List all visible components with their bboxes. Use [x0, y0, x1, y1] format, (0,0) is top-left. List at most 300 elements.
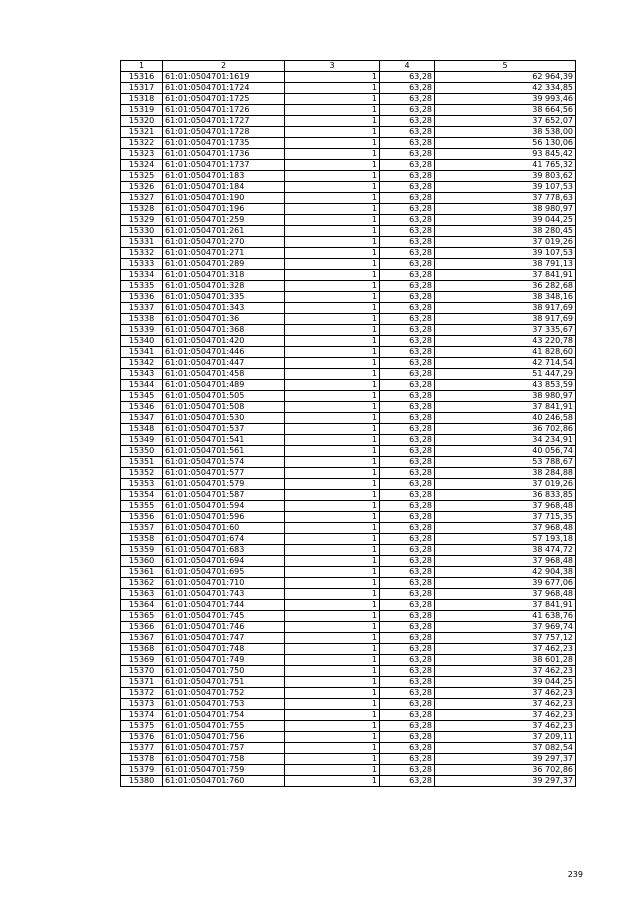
row-number: 15331 [121, 237, 163, 248]
col-5-value: 38 284,88 [435, 468, 576, 479]
row-number: 15332 [121, 248, 163, 259]
table-row [121, 468, 576, 479]
col-4-value: 63,28 [380, 776, 435, 787]
col-4-value: 63,28 [380, 424, 435, 435]
col-4-value: 63,28 [380, 743, 435, 754]
cadastral-number: 61:01:0504701:447 [163, 358, 285, 369]
table-row [121, 193, 576, 204]
row-number: 15347 [121, 413, 163, 424]
cadastral-number: 61:01:0504701:335 [163, 292, 285, 303]
col-4-value: 63,28 [380, 138, 435, 149]
col-4-value: 63,28 [380, 468, 435, 479]
row-number: 15375 [121, 721, 163, 732]
col-4-value: 63,28 [380, 435, 435, 446]
row-number: 15369 [121, 655, 163, 666]
col-5-value: 36 702,86 [435, 424, 576, 435]
col-4-value: 63,28 [380, 512, 435, 523]
col-5-value: 39 297,37 [435, 776, 576, 787]
col-5-value: 38 280,45 [435, 226, 576, 237]
col-3-value: 1 [285, 776, 380, 787]
col-5-value: 37 462,23 [435, 644, 576, 655]
col-4-value: 63,28 [380, 149, 435, 160]
table-row [121, 721, 576, 732]
row-number: 15318 [121, 94, 163, 105]
cadastral-number: 61:01:0504701:747 [163, 633, 285, 644]
col-4-value: 63,28 [380, 402, 435, 413]
cadastral-number: 61:01:0504701:1724 [163, 83, 285, 94]
col-4-value: 63,28 [380, 446, 435, 457]
col-5-value: 37 462,23 [435, 666, 576, 677]
page-number: 239 [567, 870, 583, 879]
cadastral-number: 61:01:0504701:746 [163, 622, 285, 633]
col-3-value: 1 [285, 446, 380, 457]
col-5-value: 37 462,23 [435, 699, 576, 710]
col-4-value: 63,28 [380, 237, 435, 248]
col-4-value: 63,28 [380, 677, 435, 688]
col-3-value: 1 [285, 699, 380, 710]
table-row [121, 765, 576, 776]
row-number: 15337 [121, 303, 163, 314]
row-number: 15349 [121, 435, 163, 446]
col-4-value: 63,28 [380, 369, 435, 380]
col-4-value: 63,28 [380, 226, 435, 237]
cadastral-number: 61:01:0504701:743 [163, 589, 285, 600]
row-number: 15336 [121, 292, 163, 303]
table-body [121, 72, 576, 787]
cadastral-number: 61:01:0504701:745 [163, 611, 285, 622]
table-header [121, 61, 576, 72]
col-3-value: 1 [285, 435, 380, 446]
col-3-value: 1 [285, 611, 380, 622]
col-4-value: 63,28 [380, 292, 435, 303]
table-row [121, 479, 576, 490]
col-3-value: 1 [285, 369, 380, 380]
col-4-value: 63,28 [380, 611, 435, 622]
col-3-value: 1 [285, 325, 380, 336]
row-number: 15323 [121, 149, 163, 160]
col-5-value: 37 841,91 [435, 270, 576, 281]
row-number: 15326 [121, 182, 163, 193]
table-row [121, 512, 576, 523]
col-4-value: 63,28 [380, 171, 435, 182]
table-row [121, 105, 576, 116]
row-number: 15355 [121, 501, 163, 512]
col-3-value: 1 [285, 479, 380, 490]
col-5-value: 37 462,23 [435, 688, 576, 699]
col-3-value: 1 [285, 622, 380, 633]
col-3-value: 1 [285, 83, 380, 94]
row-number: 15335 [121, 281, 163, 292]
row-number: 15324 [121, 160, 163, 171]
col-4-value: 63,28 [380, 204, 435, 215]
table-row [121, 171, 576, 182]
col-4-value: 63,28 [380, 336, 435, 347]
col-4-value: 63,28 [380, 523, 435, 534]
row-number: 15380 [121, 776, 163, 787]
row-number: 15333 [121, 259, 163, 270]
col-3-value: 1 [285, 314, 380, 325]
table-row [121, 127, 576, 138]
cadastral-number: 61:01:0504701:184 [163, 182, 285, 193]
col-5-value: 39 803,62 [435, 171, 576, 182]
cadastral-number: 61:01:0504701:683 [163, 545, 285, 556]
table-row [121, 226, 576, 237]
col-3-value: 1 [285, 215, 380, 226]
header-col-2: 2 [163, 61, 285, 72]
table-row [121, 380, 576, 391]
cadastral-number: 61:01:0504701:261 [163, 226, 285, 237]
col-4-value: 63,28 [380, 281, 435, 292]
row-number: 15358 [121, 534, 163, 545]
cadastral-number: 61:01:0504701:318 [163, 270, 285, 281]
col-4-value: 63,28 [380, 259, 435, 270]
table-row [121, 501, 576, 512]
col-5-value: 39 107,53 [435, 182, 576, 193]
col-4-value: 63,28 [380, 193, 435, 204]
table-row [121, 523, 576, 534]
table-row [121, 633, 576, 644]
table-row [121, 457, 576, 468]
cadastral-number: 61:01:0504701:190 [163, 193, 285, 204]
row-number: 15374 [121, 710, 163, 721]
col-5-value: 37 969,74 [435, 622, 576, 633]
table-row [121, 149, 576, 160]
cadastral-number: 61:01:0504701:748 [163, 644, 285, 655]
cadastral-number: 61:01:0504701:587 [163, 490, 285, 501]
header-row [121, 61, 576, 72]
cadastral-number: 61:01:0504701:1735 [163, 138, 285, 149]
col-3-value: 1 [285, 578, 380, 589]
row-number: 15351 [121, 457, 163, 468]
cadastral-number: 61:01:0504701:579 [163, 479, 285, 490]
col-3-value: 1 [285, 490, 380, 501]
table-row [121, 710, 576, 721]
row-number: 15361 [121, 567, 163, 578]
table-row [121, 490, 576, 501]
col-4-value: 63,28 [380, 578, 435, 589]
col-4-value: 63,28 [380, 116, 435, 127]
col-4-value: 63,28 [380, 457, 435, 468]
col-4-value: 63,28 [380, 270, 435, 281]
row-number: 15330 [121, 226, 163, 237]
table-row [121, 292, 576, 303]
col-4-value: 63,28 [380, 303, 435, 314]
cadastral-number: 61:01:0504701:574 [163, 457, 285, 468]
row-number: 15368 [121, 644, 163, 655]
col-4-value: 63,28 [380, 633, 435, 644]
table-row [121, 116, 576, 127]
col-4-value: 63,28 [380, 248, 435, 259]
col-5-value: 62 964,39 [435, 72, 576, 83]
cadastral-number: 61:01:0504701:1727 [163, 116, 285, 127]
col-4-value: 63,28 [380, 413, 435, 424]
cadastral-number: 61:01:0504701:271 [163, 248, 285, 259]
col-5-value: 37 715,35 [435, 512, 576, 523]
col-3-value: 1 [285, 94, 380, 105]
table-row [121, 358, 576, 369]
table-row [121, 699, 576, 710]
row-number: 15360 [121, 556, 163, 567]
cadastral-number: 61:01:0504701:343 [163, 303, 285, 314]
col-5-value: 39 107,53 [435, 248, 576, 259]
col-5-value: 40 056,74 [435, 446, 576, 457]
col-5-value: 37 019,26 [435, 479, 576, 490]
cadastral-number: 61:01:0504701:694 [163, 556, 285, 567]
col-4-value: 63,28 [380, 479, 435, 490]
col-4-value: 63,28 [380, 534, 435, 545]
cadastral-number: 61:01:0504701:755 [163, 721, 285, 732]
table-row [121, 424, 576, 435]
col-3-value: 1 [285, 281, 380, 292]
col-3-value: 1 [285, 732, 380, 743]
col-5-value: 43 220,78 [435, 336, 576, 347]
header-col-5: 5 [435, 61, 576, 72]
col-5-value: 39 993,46 [435, 94, 576, 105]
row-number: 15322 [121, 138, 163, 149]
col-5-value: 39 297,37 [435, 754, 576, 765]
cadastral-number: 61:01:0504701:270 [163, 237, 285, 248]
col-4-value: 63,28 [380, 732, 435, 743]
col-3-value: 1 [285, 468, 380, 479]
cadastral-number: 61:01:0504701:750 [163, 666, 285, 677]
cadastral-number: 61:01:0504701:710 [163, 578, 285, 589]
table-row [121, 600, 576, 611]
col-3-value: 1 [285, 666, 380, 677]
table-row [121, 281, 576, 292]
table-row [121, 72, 576, 83]
cadastral-number: 61:01:0504701:756 [163, 732, 285, 743]
col-4-value: 63,28 [380, 699, 435, 710]
col-5-value: 51 447,29 [435, 369, 576, 380]
col-5-value: 37 841,91 [435, 402, 576, 413]
col-5-value: 53 788,67 [435, 457, 576, 468]
table-row [121, 369, 576, 380]
col-4-value: 63,28 [380, 72, 435, 83]
col-4-value: 63,28 [380, 589, 435, 600]
table-row [121, 402, 576, 413]
data-table [120, 60, 576, 787]
col-5-value: 36 282,68 [435, 281, 576, 292]
row-number: 15325 [121, 171, 163, 182]
row-number: 15353 [121, 479, 163, 490]
cadastral-number: 61:01:0504701:36 [163, 314, 285, 325]
row-number: 15379 [121, 765, 163, 776]
row-number: 15319 [121, 105, 163, 116]
row-number: 15340 [121, 336, 163, 347]
col-3-value: 1 [285, 402, 380, 413]
col-4-value: 63,28 [380, 754, 435, 765]
col-3-value: 1 [285, 644, 380, 655]
cadastral-number: 61:01:0504701:744 [163, 600, 285, 611]
row-number: 15376 [121, 732, 163, 743]
cadastral-number: 61:01:0504701:60 [163, 523, 285, 534]
row-number: 15334 [121, 270, 163, 281]
table-row [121, 204, 576, 215]
col-5-value: 37 082,54 [435, 743, 576, 754]
table-row [121, 215, 576, 226]
col-4-value: 63,28 [380, 347, 435, 358]
col-5-value: 37 968,48 [435, 523, 576, 534]
col-4-value: 63,28 [380, 325, 435, 336]
table-row [121, 655, 576, 666]
col-3-value: 1 [285, 160, 380, 171]
row-number: 15343 [121, 369, 163, 380]
header-col-4: 4 [380, 61, 435, 72]
col-5-value: 37 462,23 [435, 721, 576, 732]
table-row [121, 83, 576, 94]
col-4-value: 63,28 [380, 600, 435, 611]
col-3-value: 1 [285, 677, 380, 688]
cadastral-number: 61:01:0504701:760 [163, 776, 285, 787]
col-4-value: 63,28 [380, 545, 435, 556]
col-5-value: 38 917,69 [435, 303, 576, 314]
col-5-value: 38 917,69 [435, 314, 576, 325]
col-4-value: 63,28 [380, 765, 435, 776]
col-5-value: 41 765,32 [435, 160, 576, 171]
col-5-value: 38 791,13 [435, 259, 576, 270]
col-4-value: 63,28 [380, 215, 435, 226]
row-number: 15342 [121, 358, 163, 369]
col-5-value: 43 853,59 [435, 380, 576, 391]
row-number: 15367 [121, 633, 163, 644]
col-3-value: 1 [285, 259, 380, 270]
table-row [121, 776, 576, 787]
col-3-value: 1 [285, 149, 380, 160]
cadastral-number: 61:01:0504701:183 [163, 171, 285, 182]
col-3-value: 1 [285, 457, 380, 468]
table-row [121, 325, 576, 336]
row-number: 15378 [121, 754, 163, 765]
col-3-value: 1 [285, 600, 380, 611]
col-3-value: 1 [285, 512, 380, 523]
col-3-value: 1 [285, 248, 380, 259]
row-number: 15356 [121, 512, 163, 523]
cadastral-number: 61:01:0504701:458 [163, 369, 285, 380]
cadastral-number: 61:01:0504701:758 [163, 754, 285, 765]
row-number: 15352 [121, 468, 163, 479]
col-5-value: 37 968,48 [435, 556, 576, 567]
row-number: 15365 [121, 611, 163, 622]
col-4-value: 63,28 [380, 721, 435, 732]
col-5-value: 38 348,16 [435, 292, 576, 303]
col-5-value: 36 833,85 [435, 490, 576, 501]
cadastral-number: 61:01:0504701:196 [163, 204, 285, 215]
row-number: 15348 [121, 424, 163, 435]
col-3-value: 1 [285, 193, 380, 204]
col-5-value: 93 845,42 [435, 149, 576, 160]
col-3-value: 1 [285, 534, 380, 545]
row-number: 15327 [121, 193, 163, 204]
row-number: 15316 [121, 72, 163, 83]
table-row [121, 743, 576, 754]
col-4-value: 63,28 [380, 358, 435, 369]
col-5-value: 37 968,48 [435, 589, 576, 600]
col-4-value: 63,28 [380, 127, 435, 138]
row-number: 15359 [121, 545, 163, 556]
col-3-value: 1 [285, 204, 380, 215]
col-4-value: 63,28 [380, 105, 435, 116]
cadastral-number: 61:01:0504701:537 [163, 424, 285, 435]
col-3-value: 1 [285, 424, 380, 435]
table-row [121, 259, 576, 270]
cadastral-number: 61:01:0504701:753 [163, 699, 285, 710]
col-4-value: 63,28 [380, 182, 435, 193]
col-3-value: 1 [285, 391, 380, 402]
col-5-value: 34 234,91 [435, 435, 576, 446]
col-5-value: 37 209,11 [435, 732, 576, 743]
col-4-value: 63,28 [380, 83, 435, 94]
col-3-value: 1 [285, 556, 380, 567]
row-number: 15362 [121, 578, 163, 589]
col-5-value: 36 702,86 [435, 765, 576, 776]
col-5-value: 39 044,25 [435, 215, 576, 226]
col-5-value: 42 334,85 [435, 83, 576, 94]
table-row [121, 248, 576, 259]
col-3-value: 1 [285, 358, 380, 369]
col-3-value: 1 [285, 138, 380, 149]
col-3-value: 1 [285, 523, 380, 534]
cadastral-number: 61:01:0504701:1728 [163, 127, 285, 138]
table-row [121, 545, 576, 556]
row-number: 15329 [121, 215, 163, 226]
col-4-value: 63,28 [380, 556, 435, 567]
cadastral-number: 61:01:0504701:489 [163, 380, 285, 391]
col-4-value: 63,28 [380, 501, 435, 512]
table-row [121, 556, 576, 567]
col-3-value: 1 [285, 710, 380, 721]
row-number: 15373 [121, 699, 163, 710]
cadastral-number: 61:01:0504701:674 [163, 534, 285, 545]
col-5-value: 37 652,07 [435, 116, 576, 127]
row-number: 15366 [121, 622, 163, 633]
col-5-value: 42 714,54 [435, 358, 576, 369]
row-number: 15372 [121, 688, 163, 699]
cadastral-number: 61:01:0504701:541 [163, 435, 285, 446]
table-row [121, 754, 576, 765]
cadastral-number: 61:01:0504701:368 [163, 325, 285, 336]
col-4-value: 63,28 [380, 380, 435, 391]
col-3-value: 1 [285, 226, 380, 237]
col-3-value: 1 [285, 292, 380, 303]
col-5-value: 56 130,06 [435, 138, 576, 149]
row-number: 15370 [121, 666, 163, 677]
col-5-value: 37 019,26 [435, 237, 576, 248]
col-5-value: 37 841,91 [435, 600, 576, 611]
cadastral-number: 61:01:0504701:1736 [163, 149, 285, 160]
cadastral-number: 61:01:0504701:446 [163, 347, 285, 358]
table-row [121, 666, 576, 677]
row-number: 15346 [121, 402, 163, 413]
cadastral-number: 61:01:0504701:754 [163, 710, 285, 721]
row-number: 15350 [121, 446, 163, 457]
col-3-value: 1 [285, 765, 380, 776]
col-3-value: 1 [285, 545, 380, 556]
cadastral-number: 61:01:0504701:1725 [163, 94, 285, 105]
col-4-value: 63,28 [380, 622, 435, 633]
row-number: 15317 [121, 83, 163, 94]
col-3-value: 1 [285, 721, 380, 732]
col-5-value: 38 980,97 [435, 204, 576, 215]
row-number: 15321 [121, 127, 163, 138]
row-number: 15377 [121, 743, 163, 754]
row-number: 15354 [121, 490, 163, 501]
row-number: 15341 [121, 347, 163, 358]
col-5-value: 38 474,72 [435, 545, 576, 556]
col-3-value: 1 [285, 501, 380, 512]
table-row [121, 314, 576, 325]
col-3-value: 1 [285, 171, 380, 182]
row-number: 15339 [121, 325, 163, 336]
